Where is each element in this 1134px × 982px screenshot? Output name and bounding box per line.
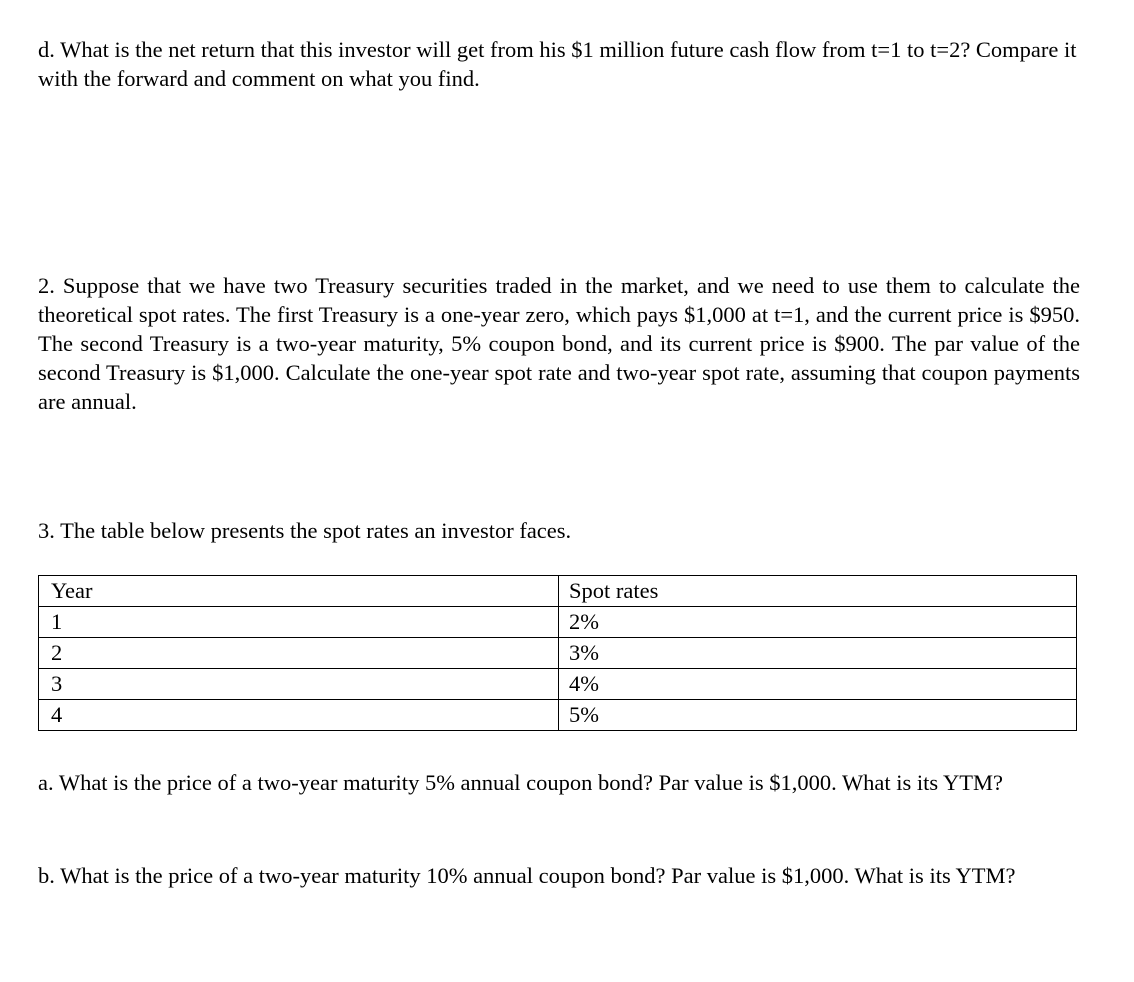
table-row [39, 669, 1077, 700]
question-2-text: 2. Suppose that we have two Treasury securities traded in the market, and we need to use them to calculate the theoretical spot rates. The first Treasury is a one-year zero, which pays $1,000 at t=1, and the current price is $950. The second Treasury is a two-year maturity, 5% coupon bond, and its current price is $900. The par value of the second Treasury is $1,000. Calculate the one-year spot rate and two-year spot rate, assuming that coupon payments are annual. [38, 273, 1080, 414]
spot-rate-cell: 2% [559, 607, 1077, 638]
year-cell: 3 [39, 669, 559, 700]
year-cell: 4 [39, 700, 559, 731]
spot-rate-cell: 3% [559, 638, 1077, 669]
table-row [39, 607, 1077, 638]
table-row [39, 700, 1077, 731]
year-cell: 2 [39, 638, 559, 669]
header-year: Year [39, 576, 559, 607]
year-cell: 1 [39, 607, 559, 638]
spot-rate-cell: 5% [559, 700, 1077, 731]
table-row [39, 638, 1077, 669]
table-header-row [39, 576, 1077, 607]
spot-rates-table [38, 575, 1077, 731]
header-spot-rates: Spot rates [559, 576, 1077, 607]
question-d-text: d. What is the net return that this investor will get from his $1 million future cash flow from t=1 to t=2? Compare it with the forward and comment on what you find. [38, 37, 1077, 91]
question-3b-text: b. What is the price of a two-year maturity 10% annual coupon bond? Par value is $1,000. What is its YTM? [38, 863, 1016, 888]
question-3a-text: a. What is the price of a two-year maturity 5% annual coupon bond? Par value is $1,000. What is its YTM? [38, 770, 1003, 795]
question-3-intro: 3. The table below presents the spot rates an investor faces. [38, 518, 572, 543]
spot-rate-cell: 4% [559, 669, 1077, 700]
